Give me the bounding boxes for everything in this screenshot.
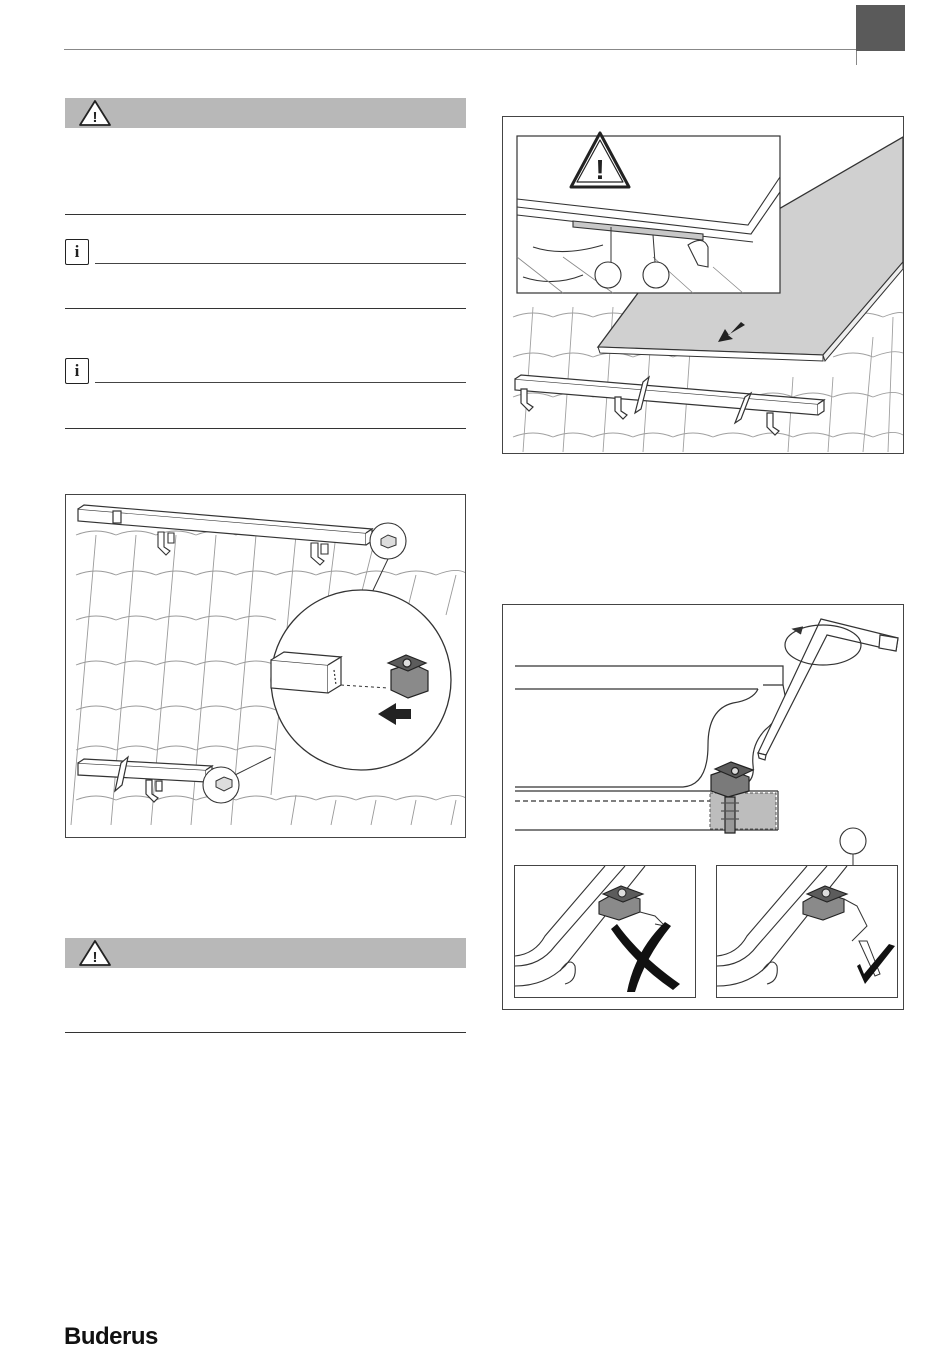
header-rule	[64, 49, 856, 50]
section-rule	[65, 1032, 466, 1033]
brand-logo: Buderus	[64, 1323, 158, 1350]
warning-bar	[65, 98, 466, 128]
info-icon: i	[65, 239, 89, 265]
info-icon: i	[65, 358, 89, 384]
svg-text:!: !	[92, 949, 98, 966]
section-rule	[65, 308, 466, 309]
section-rule	[65, 214, 466, 215]
top-rail	[78, 505, 372, 545]
callout-circle	[840, 828, 866, 854]
rail-connector	[388, 655, 428, 698]
info-rule	[95, 263, 466, 264]
correct-clamp-inset	[716, 865, 898, 998]
callout-circle	[643, 262, 669, 288]
rail-connector-figure	[65, 494, 466, 838]
warning-triangle-icon	[77, 98, 113, 128]
header-tick	[856, 51, 857, 65]
incorrect-clamp-inset	[514, 865, 696, 998]
callout-circle	[595, 262, 621, 288]
cross-mark-icon	[611, 922, 680, 992]
clamp-shaded-area	[710, 793, 776, 829]
hex-key	[758, 619, 898, 760]
section-rule	[65, 428, 466, 429]
warning-bar	[65, 938, 466, 968]
chapter-tab	[856, 5, 905, 51]
svg-text:!: !	[92, 109, 98, 126]
bottom-rail	[78, 757, 212, 802]
clamp-tightening-figure	[502, 604, 904, 1010]
zoom-rail	[271, 652, 341, 693]
warning-triangle-icon	[77, 938, 113, 968]
mounting-rail	[515, 375, 824, 435]
collector-placement-figure	[502, 116, 904, 454]
svg-text:!: !	[595, 154, 605, 185]
info-rule	[95, 382, 466, 383]
